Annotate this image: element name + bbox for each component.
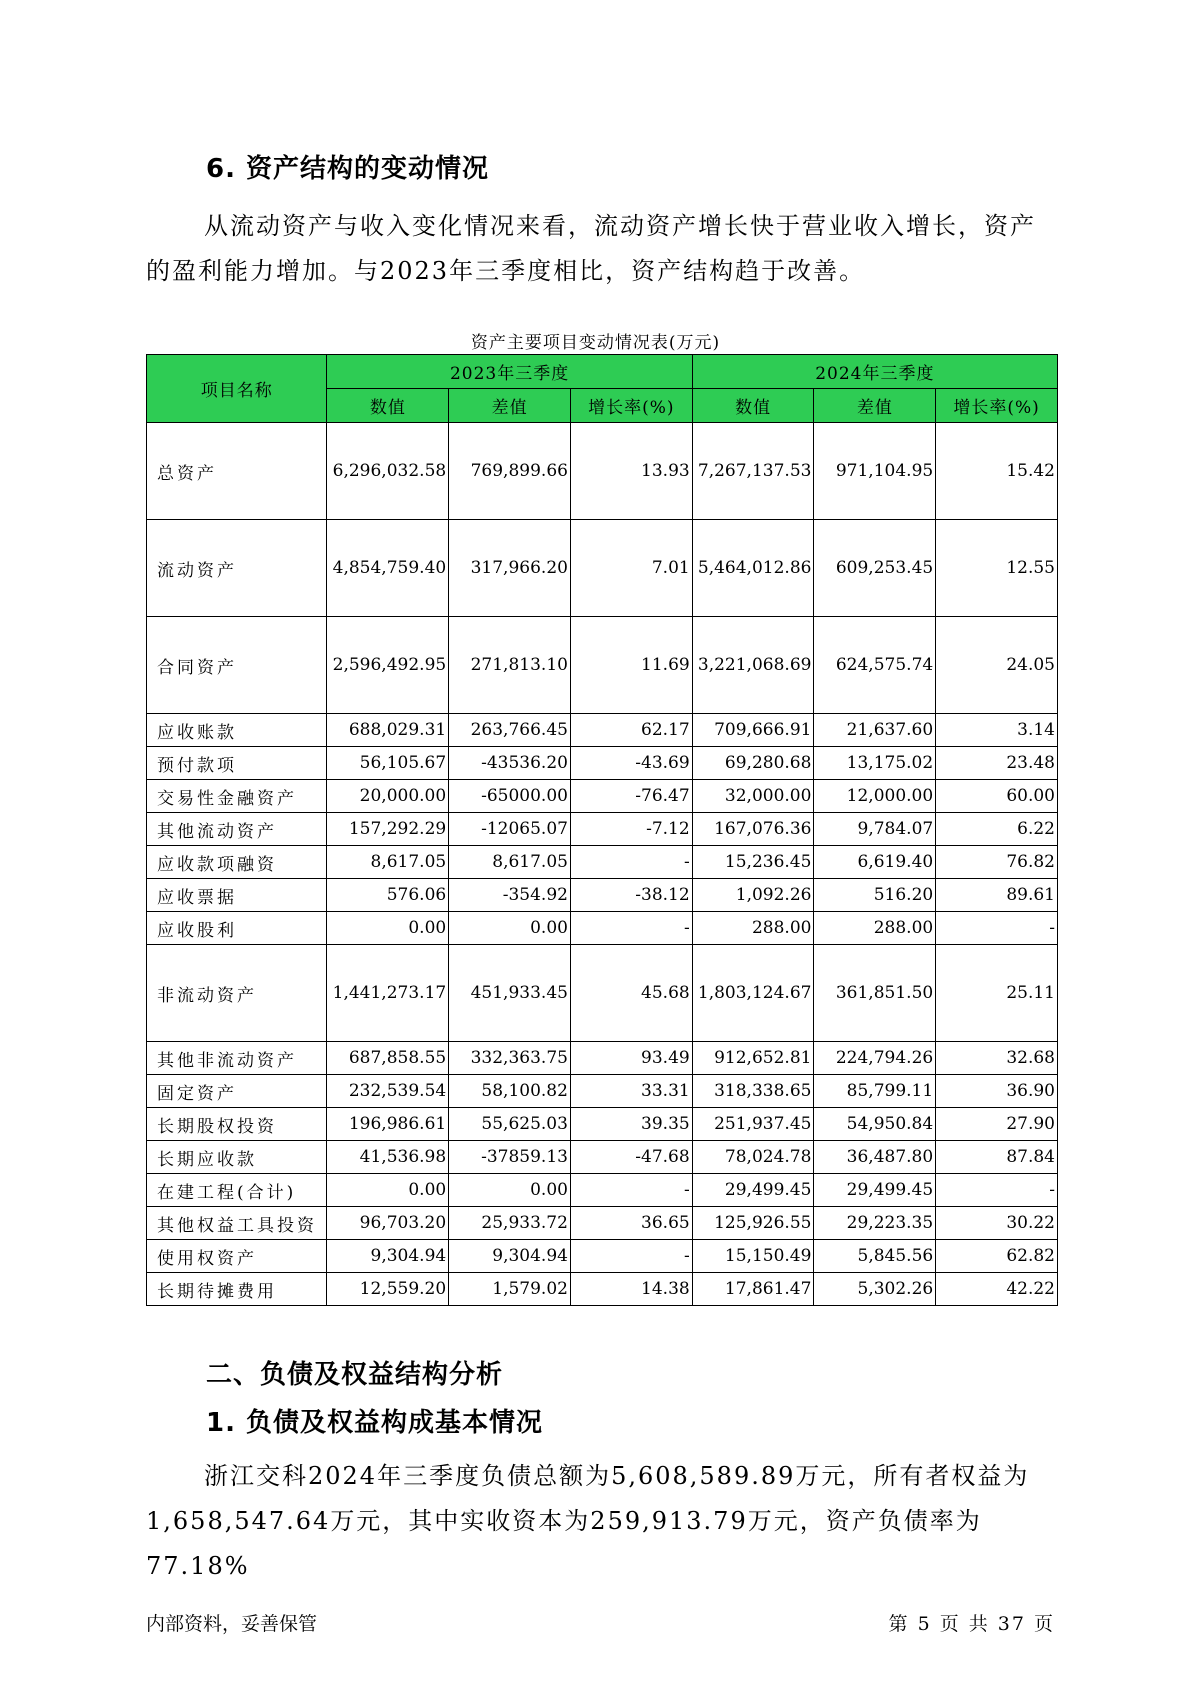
row-item-name: 应收股利 — [147, 912, 327, 945]
section2-paragraph: 浙江交科2024年三季度负债总额为5,608,589.89万元，所有者权益为1,658,547.64万元，其中实收资本为259,913.79万元，资产负债率为77.18% — [146, 1462, 1030, 1580]
row-item-name: 应收款项融资 — [147, 846, 327, 879]
cell-a-diff: -12065.07 — [449, 813, 571, 846]
cell-b-value: 1,803,124.67 — [692, 945, 814, 1042]
cell-b-growth: 27.90 — [936, 1108, 1058, 1141]
cell-a-value: 4,854,759.40 — [327, 520, 449, 617]
section2-title: 二、负债及权益结构分析 — [206, 1360, 504, 1390]
cell-a-growth: 33.31 — [570, 1075, 692, 1108]
header-growth: 增长率(%) — [936, 389, 1058, 423]
table-row — [147, 780, 1058, 813]
cell-b-diff: 54,950.84 — [814, 1108, 936, 1141]
cell-b-value: 251,937.45 — [692, 1108, 814, 1141]
cell-a-diff: 769,899.66 — [449, 423, 571, 520]
cell-b-growth: 62.82 — [936, 1240, 1058, 1273]
cell-b-value: 167,076.36 — [692, 813, 814, 846]
cell-b-diff: 13,175.02 — [814, 747, 936, 780]
cell-a-value: 687,858.55 — [327, 1042, 449, 1075]
cell-a-value: 6,296,032.58 — [327, 423, 449, 520]
row-item-name: 应收账款 — [147, 714, 327, 747]
cell-b-growth: 23.48 — [936, 747, 1058, 780]
cell-b-value: 125,926.55 — [692, 1207, 814, 1240]
cell-a-diff: 451,933.45 — [449, 945, 571, 1042]
cell-b-diff: 85,799.11 — [814, 1075, 936, 1108]
cell-b-value: 912,652.81 — [692, 1042, 814, 1075]
cell-a-growth: 62.17 — [570, 714, 692, 747]
cell-b-value: 78,024.78 — [692, 1141, 814, 1174]
cell-b-value: 5,464,012.86 — [692, 520, 814, 617]
cell-a-growth: - — [570, 1240, 692, 1273]
cell-b-value: 69,280.68 — [692, 747, 814, 780]
row-item-name: 交易性金融资产 — [147, 780, 327, 813]
row-item-name: 固定资产 — [147, 1075, 327, 1108]
cell-a-value: 9,304.94 — [327, 1240, 449, 1273]
cell-b-diff: 5,302.26 — [814, 1273, 936, 1306]
cell-a-value: 2,596,492.95 — [327, 617, 449, 714]
cell-a-diff: 0.00 — [449, 912, 571, 945]
cell-b-growth: 3.14 — [936, 714, 1058, 747]
row-item-name: 预付款项 — [147, 747, 327, 780]
header-diff: 差值 — [814, 389, 936, 423]
cell-b-diff: 6,619.40 — [814, 846, 936, 879]
row-item-name: 在建工程(合计) — [147, 1174, 327, 1207]
cell-a-value: 20,000.00 — [327, 780, 449, 813]
section6-title: 6. 资产结构的变动情况 — [206, 154, 490, 184]
cell-b-diff: 29,223.35 — [814, 1207, 936, 1240]
header-value: 数值 — [327, 389, 449, 423]
section6-paragraph: 从流动资产与收入变化情况来看，流动资产增长快于营业收入增长，资产的盈利能力增加。与2023年三季度相比，资产结构趋于改善。 — [146, 212, 1036, 285]
cell-b-growth: 42.22 — [936, 1273, 1058, 1306]
table-row — [147, 1273, 1058, 1306]
table-row — [147, 747, 1058, 780]
cell-a-diff: 271,813.10 — [449, 617, 571, 714]
header-item-name: 项目名称 — [147, 355, 327, 423]
cell-a-diff: 25,933.72 — [449, 1207, 571, 1240]
cell-a-diff: -65000.00 — [449, 780, 571, 813]
table-caption: 资产主要项目变动情况表(万元) — [470, 333, 721, 353]
header-diff: 差值 — [449, 389, 571, 423]
cell-b-growth: 25.11 — [936, 945, 1058, 1042]
cell-a-value: 96,703.20 — [327, 1207, 449, 1240]
cell-b-growth: 24.05 — [936, 617, 1058, 714]
cell-a-growth: 7.01 — [570, 520, 692, 617]
row-item-name: 长期待摊费用 — [147, 1273, 327, 1306]
cell-b-diff: 516.20 — [814, 879, 936, 912]
table-row — [147, 1075, 1058, 1108]
cell-a-diff: 1,579.02 — [449, 1273, 571, 1306]
cell-a-growth: -43.69 — [570, 747, 692, 780]
cell-a-diff: -43536.20 — [449, 747, 571, 780]
cell-a-value: 196,986.61 — [327, 1108, 449, 1141]
cell-a-value: 576.06 — [327, 879, 449, 912]
cell-a-growth: 36.65 — [570, 1207, 692, 1240]
cell-a-diff: 55,625.03 — [449, 1108, 571, 1141]
cell-a-value: 688,029.31 — [327, 714, 449, 747]
row-item-name: 合同资产 — [147, 617, 327, 714]
row-item-name: 其他非流动资产 — [147, 1042, 327, 1075]
cell-b-value: 709,666.91 — [692, 714, 814, 747]
cell-a-growth: 93.49 — [570, 1042, 692, 1075]
cell-a-value: 12,559.20 — [327, 1273, 449, 1306]
asset-change-table — [146, 354, 1058, 1306]
table-row — [147, 714, 1058, 747]
cell-a-growth: - — [570, 912, 692, 945]
cell-b-growth: 60.00 — [936, 780, 1058, 813]
cell-b-value: 7,267,137.53 — [692, 423, 814, 520]
cell-a-diff: 263,766.45 — [449, 714, 571, 747]
cell-b-growth: 89.61 — [936, 879, 1058, 912]
cell-b-diff: 624,575.74 — [814, 617, 936, 714]
row-item-name: 非流动资产 — [147, 945, 327, 1042]
cell-a-growth: 14.38 — [570, 1273, 692, 1306]
header-period-2023: 2023年三季度 — [327, 355, 692, 389]
cell-a-value: 0.00 — [327, 912, 449, 945]
cell-a-value: 8,617.05 — [327, 846, 449, 879]
table-row — [147, 1174, 1058, 1207]
cell-a-growth: 39.35 — [570, 1108, 692, 1141]
cell-a-growth: -7.12 — [570, 813, 692, 846]
footer-page-number: 第 5 页 共 37 页 — [888, 1613, 1055, 1635]
header-value: 数值 — [692, 389, 814, 423]
cell-a-growth: - — [570, 1174, 692, 1207]
cell-b-growth: - — [936, 912, 1058, 945]
row-item-name: 流动资产 — [147, 520, 327, 617]
cell-b-diff: 971,104.95 — [814, 423, 936, 520]
table-row — [147, 520, 1058, 617]
table-row — [147, 879, 1058, 912]
header-period-2024: 2024年三季度 — [692, 355, 1057, 389]
header-growth: 增长率(%) — [570, 389, 692, 423]
cell-b-value: 3,221,068.69 — [692, 617, 814, 714]
cell-b-growth: 32.68 — [936, 1042, 1058, 1075]
cell-a-growth: -76.47 — [570, 780, 692, 813]
cell-b-growth: 36.90 — [936, 1075, 1058, 1108]
cell-b-diff: 9,784.07 — [814, 813, 936, 846]
cell-a-diff: 58,100.82 — [449, 1075, 571, 1108]
cell-b-growth: 15.42 — [936, 423, 1058, 520]
section2-subtitle: 1. 负债及权益构成基本情况 — [206, 1408, 544, 1438]
cell-a-value: 1,441,273.17 — [327, 945, 449, 1042]
cell-a-value: 232,539.54 — [327, 1075, 449, 1108]
cell-b-growth: 6.22 — [936, 813, 1058, 846]
cell-a-diff: 0.00 — [449, 1174, 571, 1207]
cell-b-diff: 609,253.45 — [814, 520, 936, 617]
table-row — [147, 846, 1058, 879]
cell-a-diff: 317,966.20 — [449, 520, 571, 617]
cell-a-value: 157,292.29 — [327, 813, 449, 846]
cell-b-diff: 5,845.56 — [814, 1240, 936, 1273]
cell-a-diff: 8,617.05 — [449, 846, 571, 879]
cell-b-diff: 12,000.00 — [814, 780, 936, 813]
cell-b-growth: 76.82 — [936, 846, 1058, 879]
table-row — [147, 423, 1058, 520]
cell-b-value: 15,236.45 — [692, 846, 814, 879]
cell-b-value: 288.00 — [692, 912, 814, 945]
row-item-name: 其他权益工具投资 — [147, 1207, 327, 1240]
cell-a-growth: -47.68 — [570, 1141, 692, 1174]
cell-b-value: 318,338.65 — [692, 1075, 814, 1108]
cell-b-growth: 30.22 — [936, 1207, 1058, 1240]
cell-a-value: 56,105.67 — [327, 747, 449, 780]
cell-b-growth: 12.55 — [936, 520, 1058, 617]
cell-b-value: 29,499.45 — [692, 1174, 814, 1207]
cell-a-value: 0.00 — [327, 1174, 449, 1207]
table-row — [147, 1141, 1058, 1174]
row-item-name: 应收票据 — [147, 879, 327, 912]
cell-a-diff: -37859.13 — [449, 1141, 571, 1174]
cell-a-diff: 9,304.94 — [449, 1240, 571, 1273]
cell-a-growth: 13.93 — [570, 423, 692, 520]
table-row — [147, 1240, 1058, 1273]
row-item-name: 使用权资产 — [147, 1240, 327, 1273]
row-item-name: 总资产 — [147, 423, 327, 520]
table-row — [147, 617, 1058, 714]
footer-confidential-note: 内部资料，妥善保管 — [146, 1613, 318, 1635]
cell-a-growth: - — [570, 846, 692, 879]
cell-a-diff: 332,363.75 — [449, 1042, 571, 1075]
cell-b-diff: 29,499.45 — [814, 1174, 936, 1207]
table-row — [147, 1042, 1058, 1075]
table-row — [147, 813, 1058, 846]
cell-b-growth: - — [936, 1174, 1058, 1207]
cell-b-diff: 224,794.26 — [814, 1042, 936, 1075]
row-item-name: 其他流动资产 — [147, 813, 327, 846]
row-item-name: 长期应收款 — [147, 1141, 327, 1174]
table-row — [147, 912, 1058, 945]
cell-b-growth: 87.84 — [936, 1141, 1058, 1174]
cell-a-value: 41,536.98 — [327, 1141, 449, 1174]
table-row — [147, 1108, 1058, 1141]
cell-b-value: 1,092.26 — [692, 879, 814, 912]
cell-b-value: 15,150.49 — [692, 1240, 814, 1273]
cell-b-value: 17,861.47 — [692, 1273, 814, 1306]
table-row — [147, 945, 1058, 1042]
cell-b-diff: 361,851.50 — [814, 945, 936, 1042]
cell-a-growth: -38.12 — [570, 879, 692, 912]
cell-a-diff: -354.92 — [449, 879, 571, 912]
row-item-name: 长期股权投资 — [147, 1108, 327, 1141]
cell-a-growth: 11.69 — [570, 617, 692, 714]
table-row — [147, 1207, 1058, 1240]
cell-b-value: 32,000.00 — [692, 780, 814, 813]
cell-b-diff: 36,487.80 — [814, 1141, 936, 1174]
cell-b-diff: 288.00 — [814, 912, 936, 945]
cell-a-growth: 45.68 — [570, 945, 692, 1042]
cell-b-diff: 21,637.60 — [814, 714, 936, 747]
